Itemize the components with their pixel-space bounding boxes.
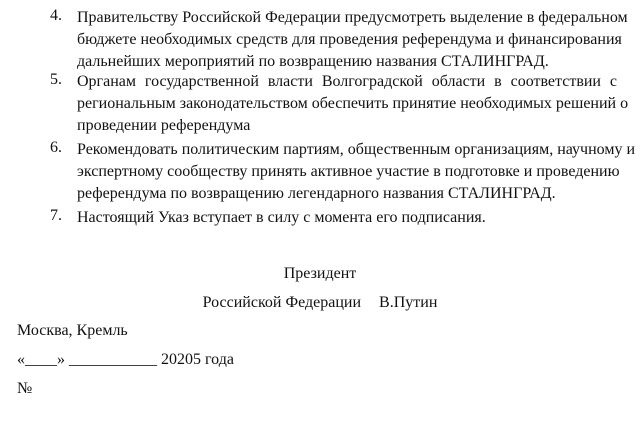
place-line: Москва, Кремль: [17, 322, 128, 339]
item-text: [77, 207, 617, 229]
item-text-line: экспертному сообществу принять активное участие в подготовке и проведению: [77, 163, 620, 180]
item-text-line: Рекомендовать политическим партиям, общественным организациям, научному и: [77, 141, 636, 158]
item-text-line: региональным законодательством обеспечить принятие необходимых решений о: [77, 95, 629, 112]
date-line: «____» ___________ 20205 года: [17, 351, 234, 368]
item-text-line: проведении референдума: [77, 117, 251, 134]
signature-organization: Российской Федерации: [202, 294, 362, 311]
item-number: 7.: [50, 207, 62, 224]
item-text-line: Органам государственной власти Волгоградской области в соответствии с: [77, 73, 617, 90]
item-text: [77, 7, 628, 73]
item-text-line: референдума по возвращению легендарного названия СТАЛИНГРАД.: [77, 185, 556, 202]
number-line: №: [17, 380, 33, 397]
item-text-line: Настоящий Указ вступает в силу с момента его подписания.: [77, 209, 486, 226]
item-number: 6.: [50, 139, 62, 156]
item-text-line: бюджете необходимых средств для проведения референдума и финансирования: [77, 31, 622, 48]
signature-name: В.Путин: [379, 294, 438, 311]
item-number: 4.: [50, 7, 62, 24]
signature-line: [0, 292, 640, 314]
item-number: 5.: [50, 71, 62, 88]
signature-title: Президент: [283, 265, 357, 282]
item-text: [77, 71, 629, 137]
item-text: [77, 139, 636, 205]
item-text-line: Правительству Российской Федерации предусмотреть выделение в федеральном: [77, 9, 628, 26]
item-text-line: дальнейших мероприятий по возвращению названия СТАЛИНГРАД.: [77, 53, 549, 70]
